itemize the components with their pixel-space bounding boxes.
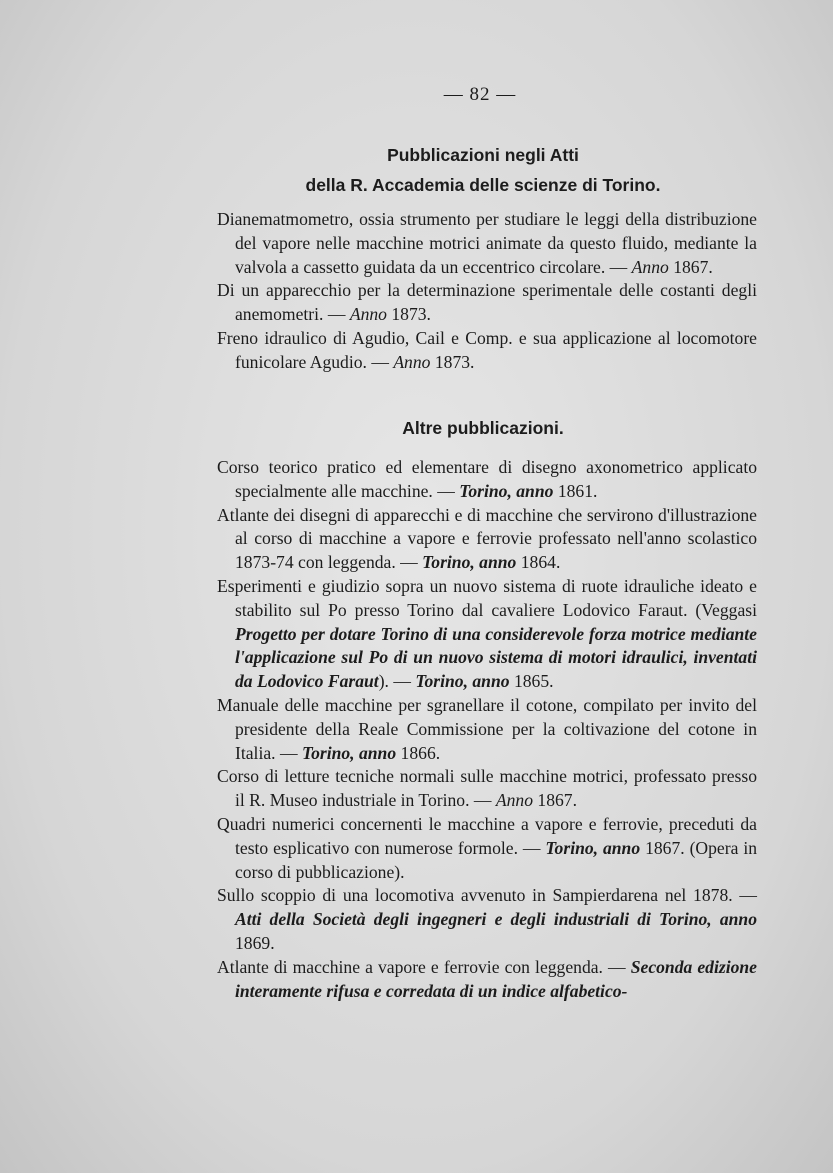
section-atti-list — [217, 208, 757, 375]
list-item: Atlante di macchine a vapore e ferrovie con leggenda. — Seconda edizione interamente rifusa e corredata di un indice alfabetico- — [217, 956, 757, 1001]
list-item: Freno idraulico di Agudio, Cail e Comp. e sua applicazione al locomotore funicolare Agudio. — Anno 1873. — [217, 327, 757, 372]
list-item: Dianematmometro, ossia strumento per studiare le leggi della distribuzione del vapore nelle macchine motrici animate da questo fluido, mediante la valvola a cassetto guidata da un eccentrico circolare. — Anno 1867. — [217, 209, 757, 277]
heading-atti-line1: Pubblicazioni negli Atti — [387, 145, 579, 165]
list-item: Corso teorico pratico ed elementare di disegno axonometrico applicato specialmente alle macchine. — Torino, anno 1861. — [217, 457, 757, 501]
list-item: Esperimenti e giudizio sopra un nuovo sistema di ruote idrauliche ideato e stabilito sul Po presso Torino dal cavaliere Lodovico Faraut. (Veggasi Progetto per dotare Torino di una considerevole forza motrice mediante l'applicazione sul Po di un nuovo sistema di motori idraulici, inventati da Lodovico Faraut). — Torino, anno 1865. — [217, 575, 757, 692]
list-item: Manuale delle macchine per sgranellare il cotone, compilato per invito del presidente della Reale Commissione per la coltivazione del cotone in Italia. — Torino, anno 1866. — [217, 694, 757, 763]
section-altre-list — [217, 456, 757, 1003]
list-item: Atlante dei disegni di apparecchi e di macchine che servirono d'illustrazione al corso di macchine a vapore e ferrovie professato nell'anno scolastico 1873-74 con leggenda. — Torino, anno 1864. — [217, 504, 757, 573]
list-item: Di un apparecchio per la determinazione sperimentale delle costanti degli anemometri. — Anno 1873. — [217, 280, 757, 325]
list-item: Quadri numerici concernenti le macchine a vapore e ferrovie, preceduti da testo esplicativo con numerose formole. — Torino, anno 1867. (Opera in corso di pubblicazione). — [217, 813, 758, 882]
page-number: — 82 — — [443, 84, 517, 105]
heading-altre: Altre pubblicazioni. — [402, 418, 564, 438]
heading-atti-line2: della R. Accademia delle scienze di Torino. — [305, 175, 661, 195]
list-item: Sullo scoppio di una locomotiva avvenuto in Sampierdarena nel 1878. — Atti della Società degli ingegneri e degli industriali di Torino, anno 1869. — [217, 885, 757, 953]
list-item: Corso di letture tecniche normali sulle macchine motrici, professato presso il R. Museo industriale in Torino. — Anno 1867. — [217, 766, 757, 811]
